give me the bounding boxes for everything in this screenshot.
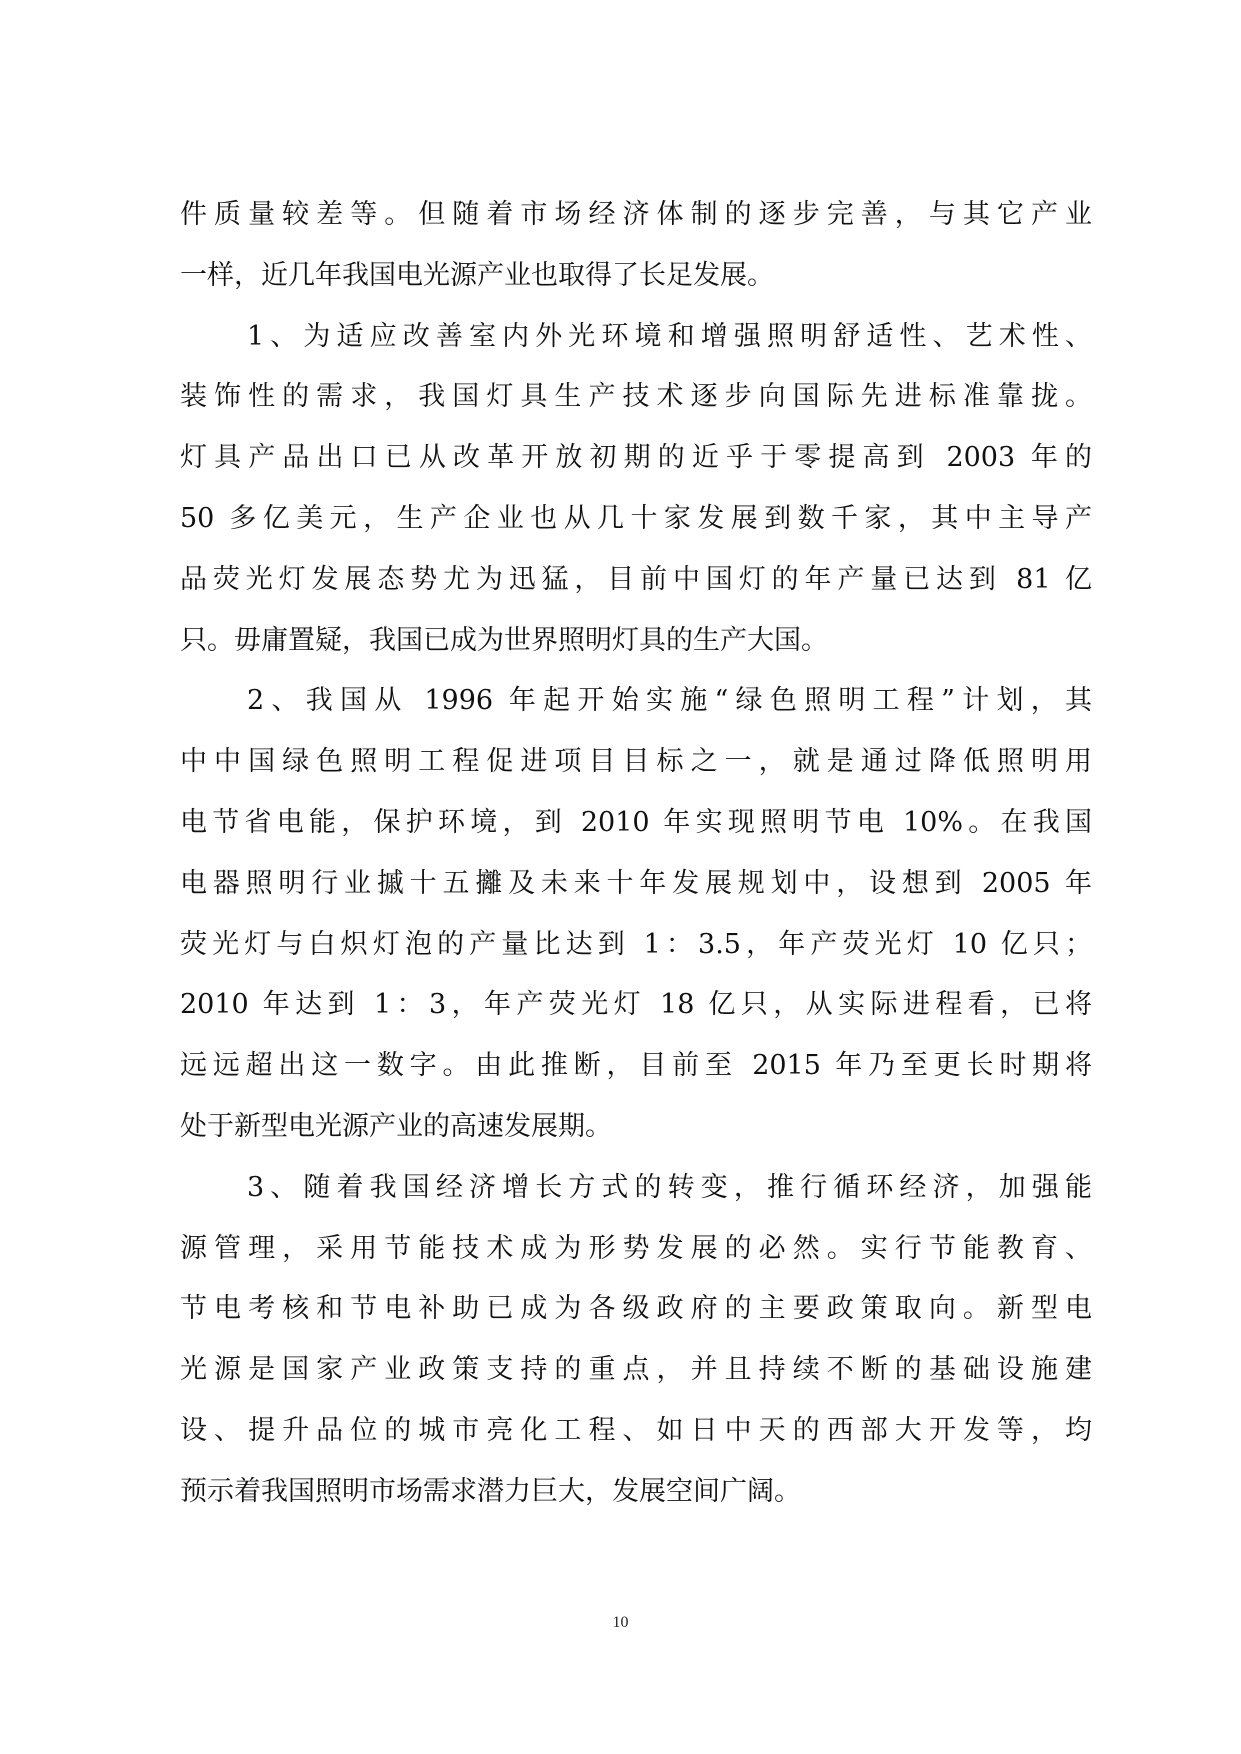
text-line: 设、提升品位的城市亮化工程、如日中天的西部大开发等，均	[180, 1414, 1092, 1446]
text-line: 50 多亿美元，生产企业也从几十家发展到数千家，其中主导产	[180, 502, 1092, 534]
text-line: 只。毋庸置疑，我国已成为世界照明灯具的生产大国。	[180, 624, 828, 656]
text-line: 源管理，采用节能技术成为形势发展的必然。实行节能教育、	[180, 1232, 1092, 1264]
text-line: 电器照明行业摵十五攡及未来十年发展规划中，设想到 2005 年	[180, 867, 1092, 899]
text-line: 荧光灯与白炽灯泡的产量比达到 1：3.5，年产荧光灯 10 亿只；	[180, 928, 1092, 960]
text-line: 灯具产品出口已从改革开放初期的近乎于零提高到 2003 年的	[180, 442, 1092, 474]
text-line: 1、为适应改善室内外光环境和增强照明舒适性、艺术性、	[247, 320, 1092, 352]
text-line: 电节省电能，保护环境，到 2010 年实现照明节电 10%。在我国	[180, 806, 1092, 838]
text-line: 处于新型电光源产业的高速发展期。	[180, 1110, 612, 1142]
text-line: 2、我国从 1996 年起开始实施“绿色照明工程”计划，其	[247, 685, 1092, 717]
text-line: 中中国绿色照明工程促进项目目标之一，就是通过降低照明用	[180, 746, 1092, 778]
text-line: 一样，近几年我国电光源产业也取得了长足发展。	[180, 259, 774, 291]
text-line: 件质量较差等。但随着市场经济体制的逐步完善，与其它产业	[180, 199, 1092, 230]
text-line: 光源是国家产业政策支持的重点，并且持续不断的基础设施建	[180, 1354, 1092, 1386]
text-line: 节电考核和节电补助已成为各级政府的主要政策取向。新型电	[180, 1293, 1092, 1325]
text-line: 预示着我国照明市场需求潜力巨大，发展空间广阔。	[180, 1475, 801, 1507]
text-line: 3、随着我国经济增长方式的转变，推行循环经济，加强能	[247, 1171, 1092, 1203]
text-line: 远远超出这一数字。由此推断，目前至 2015 年乃至更长时期将	[180, 1050, 1092, 1082]
text-line: 装饰性的需求，我国灯具生产技术逐步向国际先进标准靠拢。	[180, 381, 1092, 413]
text-line: 2010 年达到 1：3，年产荧光灯 18 亿只，从实际进程看，已将	[180, 989, 1092, 1021]
body-text	[180, 185, 1092, 1523]
page-number: 10	[612, 1614, 629, 1631]
text-line: 品荧光灯发展态势尤为迅猛，目前中国灯的年产量已达到 81 亿	[180, 563, 1092, 595]
